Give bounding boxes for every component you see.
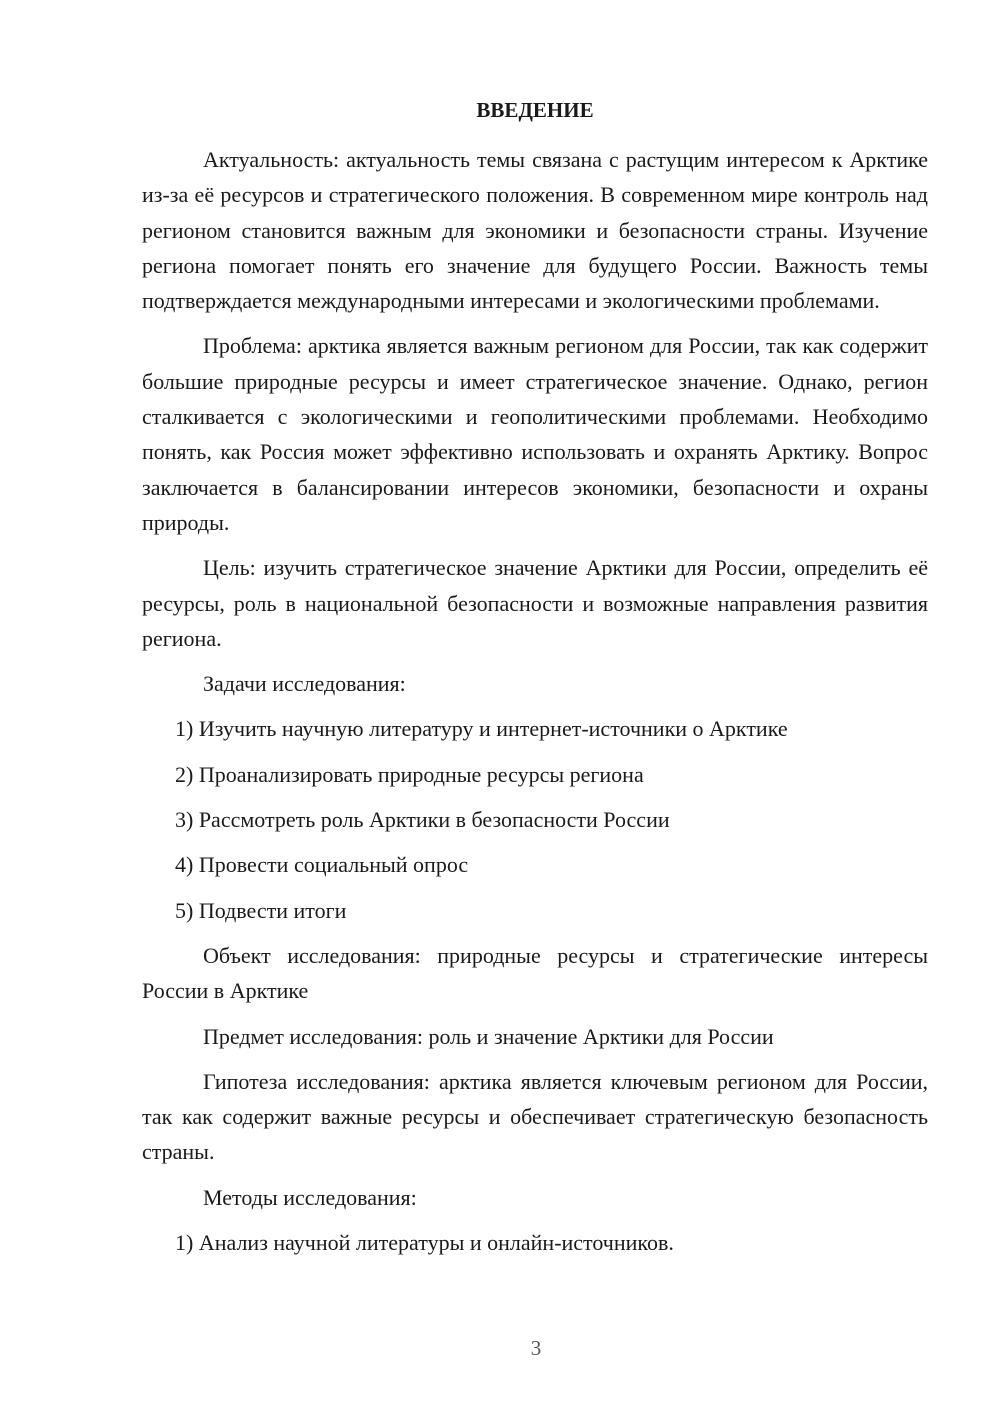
method-item: 1) Анализ научной литературы и онлайн-источников. (175, 1230, 674, 1256)
task-item: 1) Изучить научную литературу и интернет-источники о Арктике (175, 716, 788, 742)
object-paragraph: Объект исследования: природные ресурсы и стратегические интересы России в Арктике (142, 942, 928, 1004)
relevance-paragraph: Актуальность: актуальность темы связана с растущим интересом к Арктике из-за её ресурсов и стратегического положения. В современном мире контроль над регионом становится важным для экономики и безопасности страны. Изучение региона помогает понять его значение для будущего России. Важность темы подтверждается международными интересами и экологическими проблемами. (142, 147, 928, 314)
hypothesis-paragraph: Гипотеза исследования: арктика является ключевым регионом для России, так как содержит важные ресурсы и обеспечивает стратегическую безопасность страны. (142, 1068, 928, 1165)
methods-label: Методы исследования: (203, 1184, 417, 1210)
tasks-label: Задачи исследования: (203, 671, 406, 697)
document-page (142, 96, 928, 1270)
task-item: 4) Провести социальный опрос (175, 852, 469, 878)
task-item: 3) Рассмотреть роль Арктики в безопасности России (175, 807, 670, 833)
task-item: 5) Подвести итоги (175, 897, 347, 923)
page-number: 3 (530, 1336, 542, 1360)
goal-paragraph: Цель: изучить стратегическое значение Арктики для России, определить её ресурсы, роль в национальной безопасности и возможные направления развития региона. (142, 555, 928, 651)
subject-paragraph: Предмет исследования: роль и значение Арктики для России (203, 1023, 774, 1049)
section-title: ВВЕДЕНИЕ (476, 98, 594, 122)
task-item: 2) Проанализировать природные ресурсы региона (175, 761, 644, 787)
problem-paragraph: Проблема: арктика является важным регионом для России, так как содержит большие природные ресурсы и имеет стратегическое значение. Однако, регион сталкивается с экологическими и геополитическими проблемами. Необходимо понять, как Россия может эффективно использовать и охранять Арктику. Вопрос заключается в балансировании интересов экономики, безопасности и охраны природы. (142, 333, 928, 535)
